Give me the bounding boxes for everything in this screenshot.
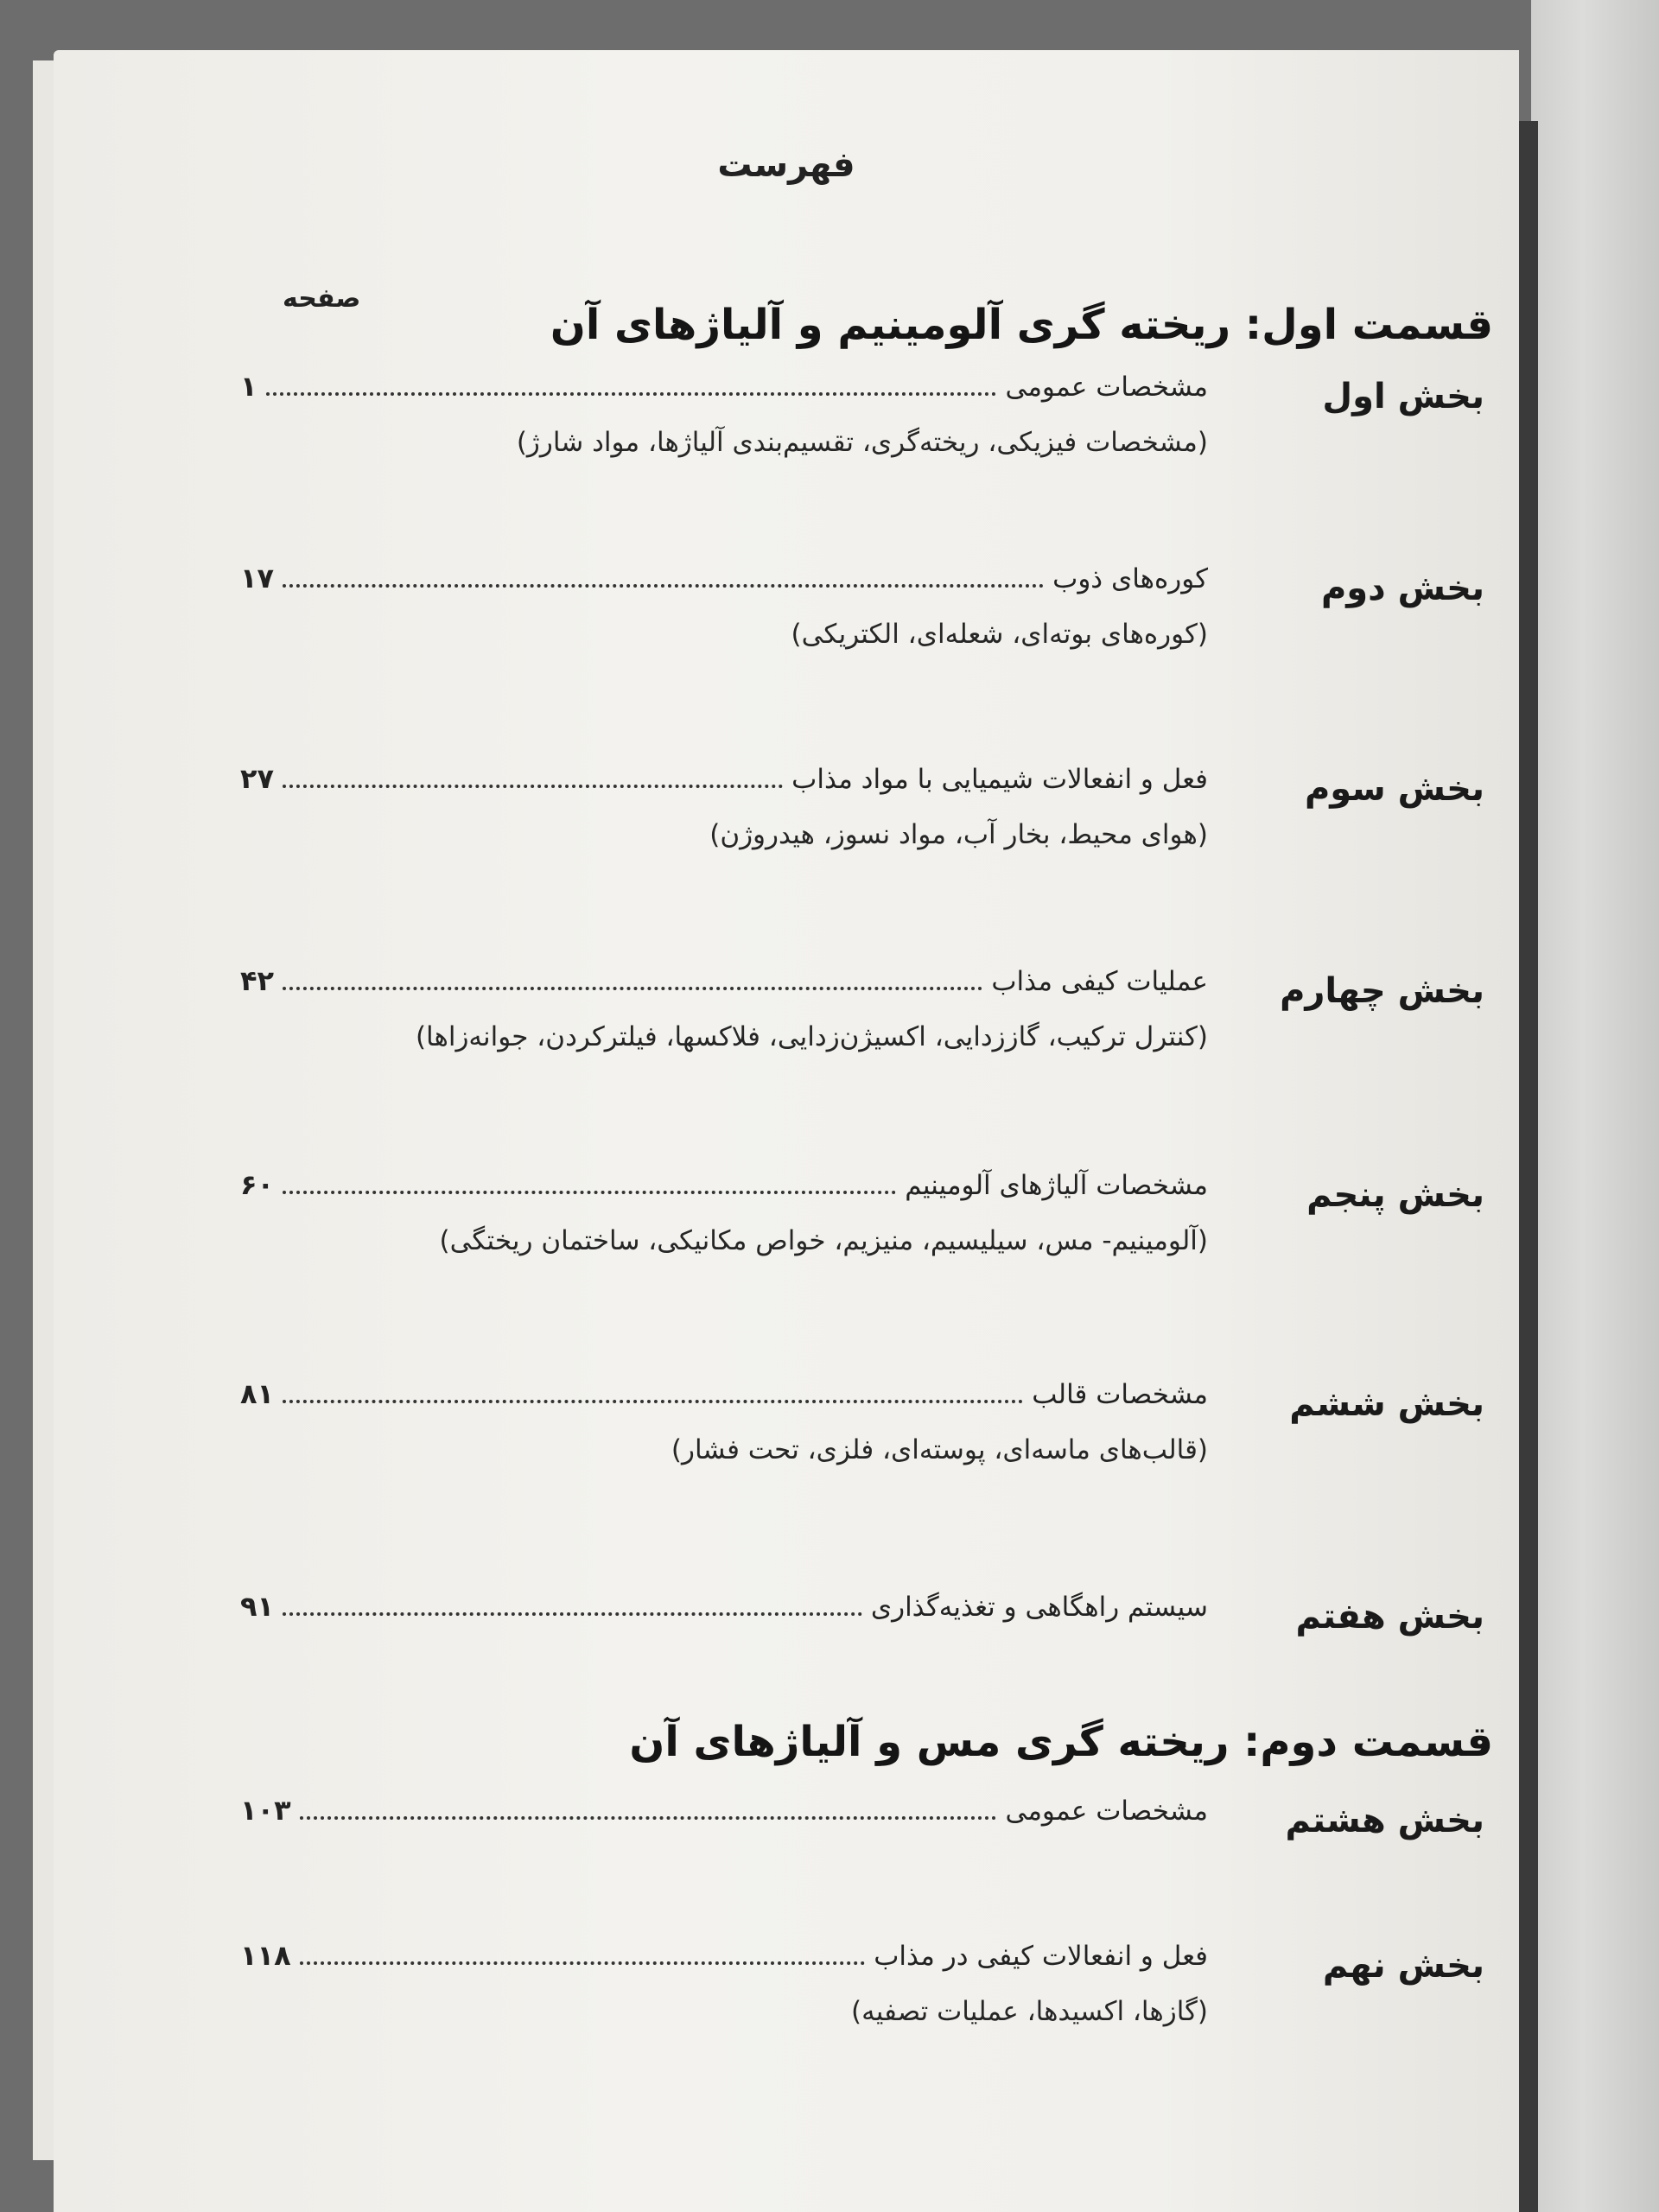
adjacent-page	[1531, 0, 1659, 2212]
section-name: بخش سوم	[1304, 769, 1484, 809]
entry-subtitle: (مشخصات فیزیکی، ریخته‌گری، تقسیم‌بندی آلیاژها، مواد شارژ)	[516, 427, 1208, 458]
dot-leader	[283, 1590, 862, 1616]
page-number: ۶۰	[240, 1168, 275, 1201]
part-title: قسمت اول: ریخته گری آلومینیم و آلیاژهای آن	[550, 301, 1493, 349]
dot-leader	[300, 1939, 866, 1965]
toc-entry[interactable]	[240, 1939, 1208, 1979]
dot-leader	[283, 1168, 896, 1194]
dot-leader	[266, 370, 997, 396]
page-number: ۹۱	[240, 1590, 275, 1623]
entry-title: مشخصات آلیاژهای آلومینیم	[905, 1170, 1208, 1201]
toc-entry[interactable]	[240, 1168, 1208, 1208]
section-name: بخش دوم	[1320, 569, 1484, 608]
toc-entry[interactable]	[240, 1590, 1208, 1630]
toc-entry[interactable]	[240, 1794, 1208, 1834]
entry-subtitle: (هوای محیط، بخار آب، مواد نسوز، هیدروژن)	[709, 819, 1208, 850]
binding-gutter	[1519, 121, 1538, 2212]
section-name: بخش نهم	[1322, 1946, 1484, 1986]
table-of-contents	[54, 50, 1519, 2212]
toc-entry[interactable]	[240, 762, 1208, 802]
entry-title: عملیات کیفی مذاب	[991, 966, 1208, 997]
entry-title: فعل و انفعالات شیمیایی با مواد مذاب	[791, 764, 1208, 795]
page-number: ۱۰۳	[240, 1794, 291, 1827]
page-column-label: صفحه	[283, 283, 361, 314]
entry-title: مشخصات قالب	[1032, 1379, 1208, 1410]
entry-title: سیستم راهگاهی و تغذیه‌گذاری	[870, 1592, 1208, 1623]
entry-subtitle: (کوره‌های بوته‌ای، شعله‌ای، الکتریکی)	[791, 619, 1208, 650]
part-title: قسمت دوم: ریخته گری مس و آلیاژهای آن	[629, 1718, 1493, 1766]
section-name: بخش هفتم	[1295, 1597, 1484, 1637]
dot-leader	[283, 762, 783, 788]
toc-entry[interactable]	[240, 1377, 1208, 1417]
entry-subtitle: (گازها، اکسیدها، عملیات تصفیه)	[850, 1996, 1208, 2027]
entry-title: مشخصات عمومی	[1005, 372, 1208, 403]
page-number: ۸۱	[240, 1377, 275, 1410]
page-number: ۴۲	[240, 964, 275, 997]
page-number: ۱۱۸	[240, 1939, 291, 1972]
page-number: ۲۷	[240, 762, 275, 795]
entry-subtitle: (آلومینیم- مس، سیلیسیم، منیزیم، خواص مکانیکی، ساختمان ریختگی)	[439, 1225, 1208, 1256]
toc-title: فهرست	[717, 145, 855, 185]
entry-subtitle: (کنترل ترکیب، گاززدایی، اکسیژن‌زدایی، فلاکسها، فیلترکردن، جوانه‌زاها)	[415, 1021, 1208, 1052]
toc-entry[interactable]	[240, 964, 1208, 1004]
dot-leader	[283, 562, 1044, 588]
entry-title: فعل و انفعالات کیفی در مذاب	[874, 1941, 1208, 1972]
page-number: ۱	[240, 370, 257, 403]
dot-leader	[283, 964, 982, 990]
section-name: بخش ششم	[1289, 1384, 1484, 1424]
entry-title: کوره‌های ذوب	[1052, 563, 1208, 594]
dot-leader	[283, 1377, 1023, 1403]
section-name: بخش اول	[1322, 377, 1484, 416]
book-page	[54, 50, 1519, 2212]
section-name: بخش پنجم	[1306, 1175, 1484, 1215]
entry-subtitle: (قالب‌های ماسه‌ای، پوسته‌ای، فلزی، تحت فشار)	[671, 1434, 1208, 1465]
toc-entry[interactable]	[240, 562, 1208, 601]
dot-leader	[300, 1794, 997, 1820]
page-number: ۱۷	[240, 562, 275, 594]
section-name: بخش هشتم	[1285, 1801, 1484, 1840]
entry-title: مشخصات عمومی	[1005, 1796, 1208, 1827]
toc-entry[interactable]	[240, 370, 1208, 410]
section-name: بخش چهارم	[1280, 971, 1484, 1011]
